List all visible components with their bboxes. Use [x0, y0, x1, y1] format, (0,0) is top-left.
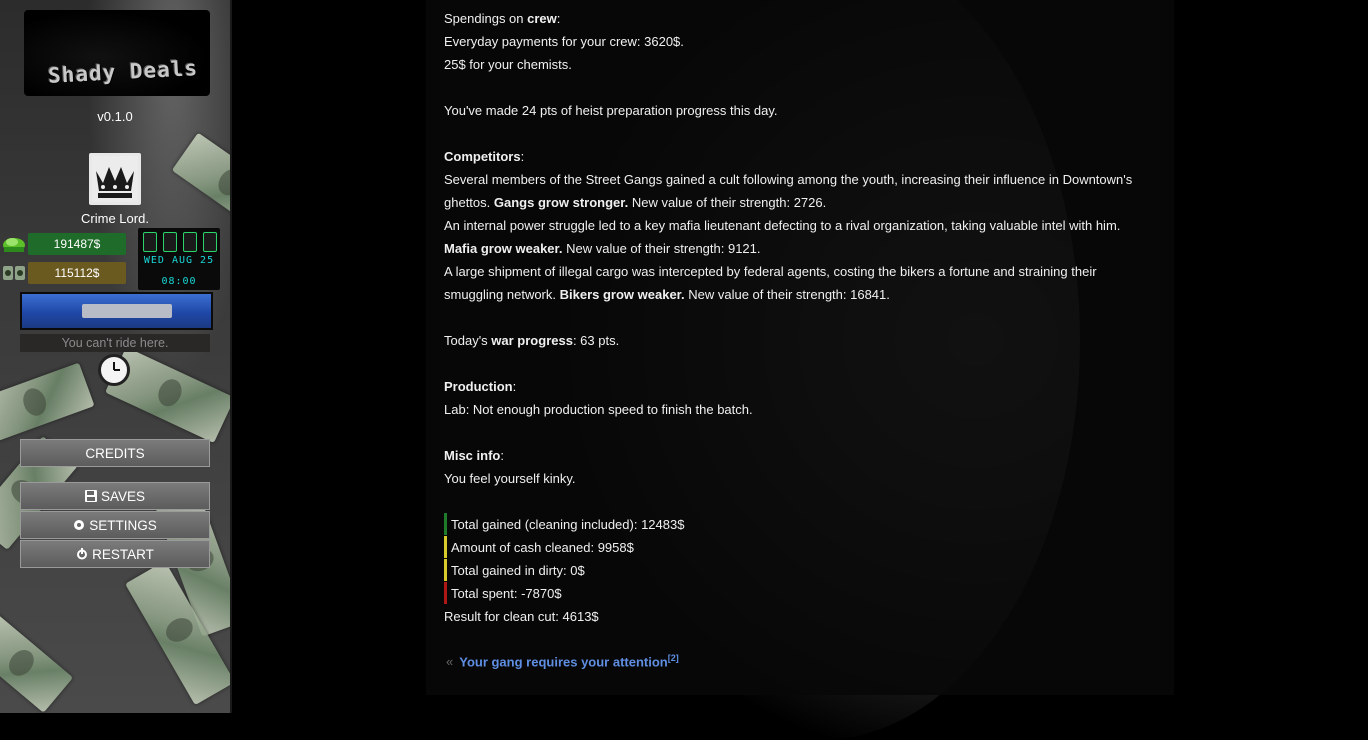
battery-icon — [203, 232, 217, 252]
dirty-money-display: 115112$ — [28, 262, 126, 284]
clean-money-display: 191487$ — [28, 233, 126, 255]
war-progress: Today's war progress: 63 pts. — [444, 333, 620, 348]
back-arrow-icon: « — [446, 654, 454, 670]
competitors-heading: Competitors: — [444, 149, 525, 164]
time-label: 08:00 — [161, 276, 197, 287]
misc-heading: Misc info: — [444, 448, 504, 463]
car-image[interactable] — [20, 292, 213, 330]
money-bill-decor — [0, 613, 73, 713]
crew-payments: Everyday payments for your crew: 3620$. — [444, 34, 684, 49]
money-bill-decor — [0, 363, 95, 444]
gained-bar — [444, 513, 447, 535]
floppy-icon — [85, 490, 97, 502]
clean-cut-result: Result for clean cut: 4613$ — [444, 609, 599, 624]
crew-heading: Spendings on crew: — [444, 11, 561, 26]
ride-status: You can't ride here. — [20, 334, 210, 352]
game-logo — [24, 10, 210, 96]
timer-icon[interactable] — [98, 354, 130, 386]
restart-button[interactable] — [20, 540, 210, 568]
gangs-event-line2: ghettos. Gangs grow stronger. New value of their strength: 2726. — [444, 195, 827, 210]
total-spent: Total spent: -7870$ — [451, 586, 562, 601]
restart-label: RESTART — [92, 547, 154, 562]
logo-text: Shady Deals — [47, 56, 199, 88]
credits-button[interactable] — [20, 439, 210, 467]
crown-icon — [89, 153, 141, 205]
rank-label: Crime Lord. — [81, 211, 149, 226]
gangs-event-line1: Several members of the Street Gangs gained a cult following among the youth, increasing their influence in Downtown's — [444, 172, 1133, 187]
saves-button[interactable] — [20, 482, 210, 510]
cash-icon — [2, 234, 26, 254]
production-heading: Production: — [444, 379, 517, 394]
car-grill — [82, 304, 172, 318]
attention-count: [2] — [667, 653, 679, 663]
power-icon — [76, 548, 88, 560]
settings-label: SETTINGS — [89, 518, 157, 533]
gear-icon — [73, 519, 85, 531]
gang-attention-link[interactable]: « Your gang requires your attention[2] — [446, 653, 679, 670]
battery-icon — [183, 232, 197, 252]
total-gained: Total gained (cleaning included): 12483$ — [451, 517, 685, 532]
chemists-payment: 25$ for your chemists. — [444, 57, 572, 72]
saves-label: SAVES — [100, 489, 146, 504]
version-label: v0.1.0 — [97, 109, 133, 124]
cash-cleaned: Amount of cash cleaned: 9958$ — [451, 540, 634, 555]
settings-button[interactable] — [20, 511, 210, 539]
gained-dirty: Total gained in dirty: 0$ — [451, 563, 585, 578]
dirty-bar — [444, 559, 447, 581]
battery-icon — [163, 232, 177, 252]
heist-progress: You've made 24 pts of heist preparation progress this day. — [444, 103, 778, 118]
date-time-panel — [138, 228, 220, 290]
dirty-cash-icon — [2, 263, 26, 283]
date-label: WED AUG 25 — [143, 255, 215, 266]
mafia-event-line2: Mafia grow weaker. New value of their strength: 9121. — [444, 241, 761, 256]
cleaned-bar — [444, 536, 447, 558]
misc-info: You feel yourself kinky. — [444, 471, 576, 486]
sidebar — [0, 0, 232, 713]
battery-icon — [143, 232, 157, 252]
spent-bar — [444, 582, 447, 604]
production-status: Lab: Not enough production speed to finish the batch. — [444, 402, 753, 417]
bikers-event-line1: A large shipment of illegal cargo was intercepted by federal agents, costing the bikers a fortune and straining their — [444, 264, 1097, 279]
credits-label: CREDITS — [85, 446, 145, 461]
mafia-event-line1: An internal power struggle led to a key mafia lieutenant defecting to a rival organization, taking valuable intel with him. — [444, 218, 1121, 233]
bikers-event-line2: smuggling network. Bikers grow weaker. New value of their strength: 16841. — [444, 287, 890, 302]
